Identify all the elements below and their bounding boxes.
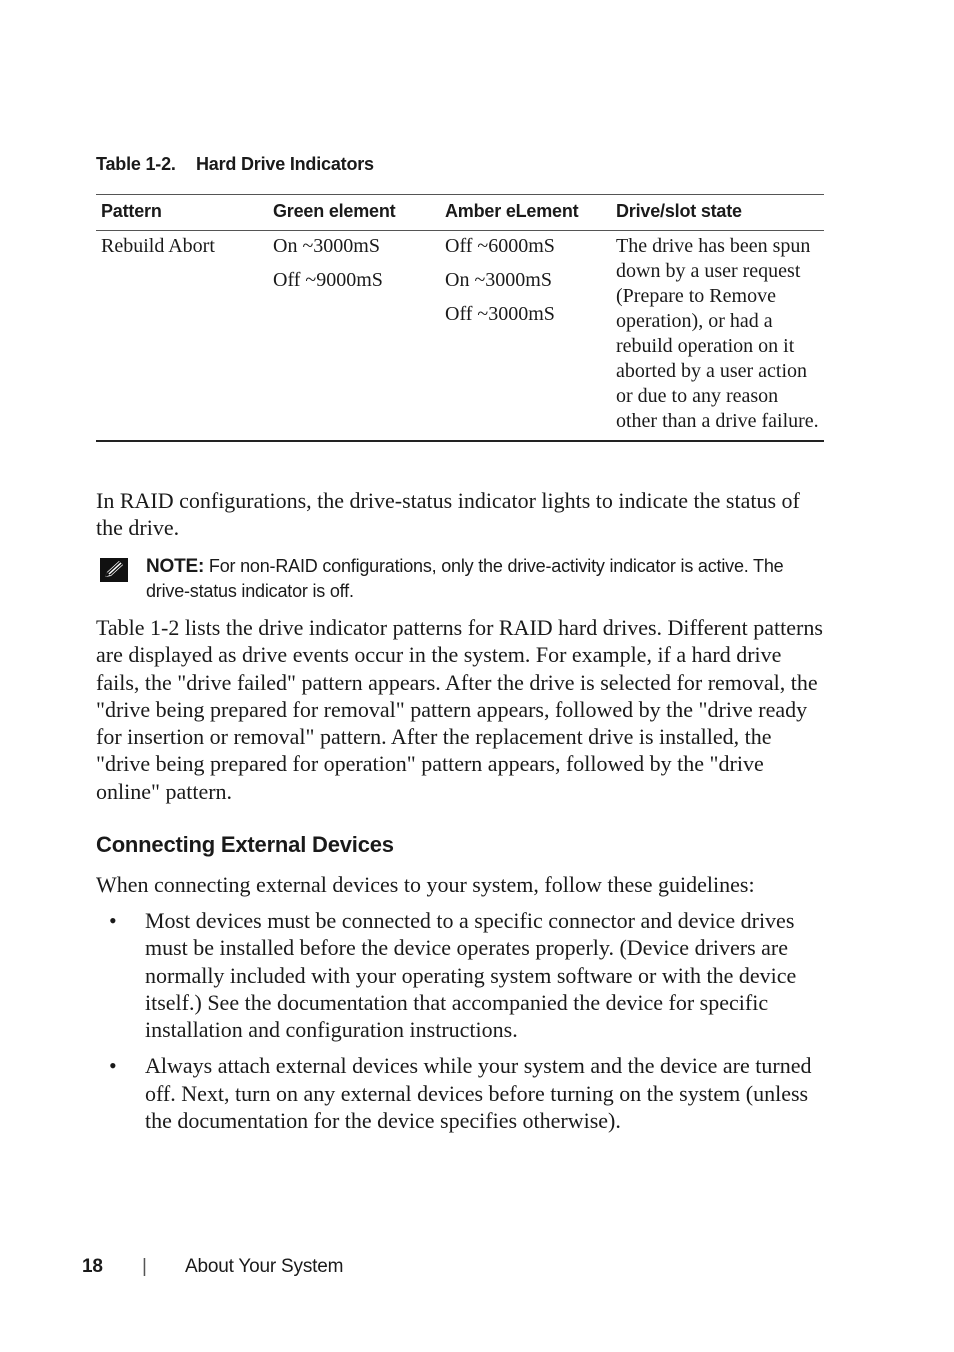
cell-drive-state: The drive has been spun down by a user request (Prepare to Remove operation), or had a rebuild operation on it aborted by a user action or due to any reason other than a drive failure. [611, 231, 824, 442]
raid-status-paragraph: In RAID configurations, the drive-status indicator lights to indicate the status of the drive. [96, 488, 800, 540]
footer-section-title: About Your System [185, 1256, 344, 1277]
hard-drive-indicators-table [96, 194, 824, 442]
cell-pattern: Rebuild Abort [96, 231, 268, 442]
table-caption-title: Hard Drive Indicators [196, 154, 374, 174]
note-block [96, 554, 824, 604]
amber-line-3: Off ~3000mS [445, 303, 555, 325]
patterns-paragraph: Table 1-2 lists the drive indicator patterns for RAID hard drives. Different patterns are displayed as drive events occur in the system. For example, if a hard drive fails, the "drive failed" pattern appears. After the drive is selected for removal, the "drive being prepared for removal" pattern appears, followed by the "drive ready for insertion or removal" pattern. After the replacement drive is installed, the "drive being prepared for operation" pattern appears, followed by the "drive online" pattern. [96, 615, 823, 804]
table-caption-number: Table 1-2. [96, 154, 176, 174]
page-footer [82, 1256, 343, 1278]
amber-line-1: Off ~6000mS [445, 235, 555, 257]
footer-separator: | [142, 1256, 147, 1277]
green-line-1: On ~3000mS [273, 235, 380, 257]
bullet-glyph: • [109, 1053, 117, 1079]
bullet-glyph: • [109, 908, 117, 933]
table-caption [96, 154, 374, 175]
header-drive-slot-state: Drive/slot state [611, 195, 824, 231]
header-amber-element: Amber eLement [440, 195, 611, 231]
note-pencil-icon [100, 558, 128, 582]
note-body: For non-RAID configurations, only the drive-activity indicator is active. The drive-status indicator is off. [146, 556, 784, 601]
list-item [96, 1052, 824, 1134]
header-pattern: Pattern [96, 195, 268, 231]
table-header-row [96, 195, 824, 231]
section-heading: Connecting External Devices [96, 832, 394, 857]
bullet-text-2: Always attach external devices while your system and the device are turned off. Next, turn on any external devices before turning on the system (unless the documentation for the device specifies otherwise). [145, 1053, 812, 1134]
amber-line-2: On ~3000mS [445, 269, 552, 291]
note-label: NOTE: [146, 556, 205, 577]
cell-amber [440, 231, 611, 442]
page-number: 18 [82, 1256, 103, 1277]
bullet-text-1: Most devices must be connected to a specific connector and device drives must be installed before the device operates properly. (Device drivers are normally included with your operating system software or with the device itself.) See the documentation that accompanied the device for specific installation and configuration instructions. [145, 908, 797, 1043]
note-text [146, 554, 824, 604]
cell-green [268, 231, 440, 442]
section-intro: When connecting external devices to your system, follow these guidelines: [96, 872, 755, 897]
list-item [96, 907, 824, 1043]
table-row [96, 231, 824, 442]
header-green-element: Green element [268, 195, 440, 231]
green-line-2: Off ~9000mS [273, 269, 383, 291]
guidelines-list [96, 907, 824, 1143]
